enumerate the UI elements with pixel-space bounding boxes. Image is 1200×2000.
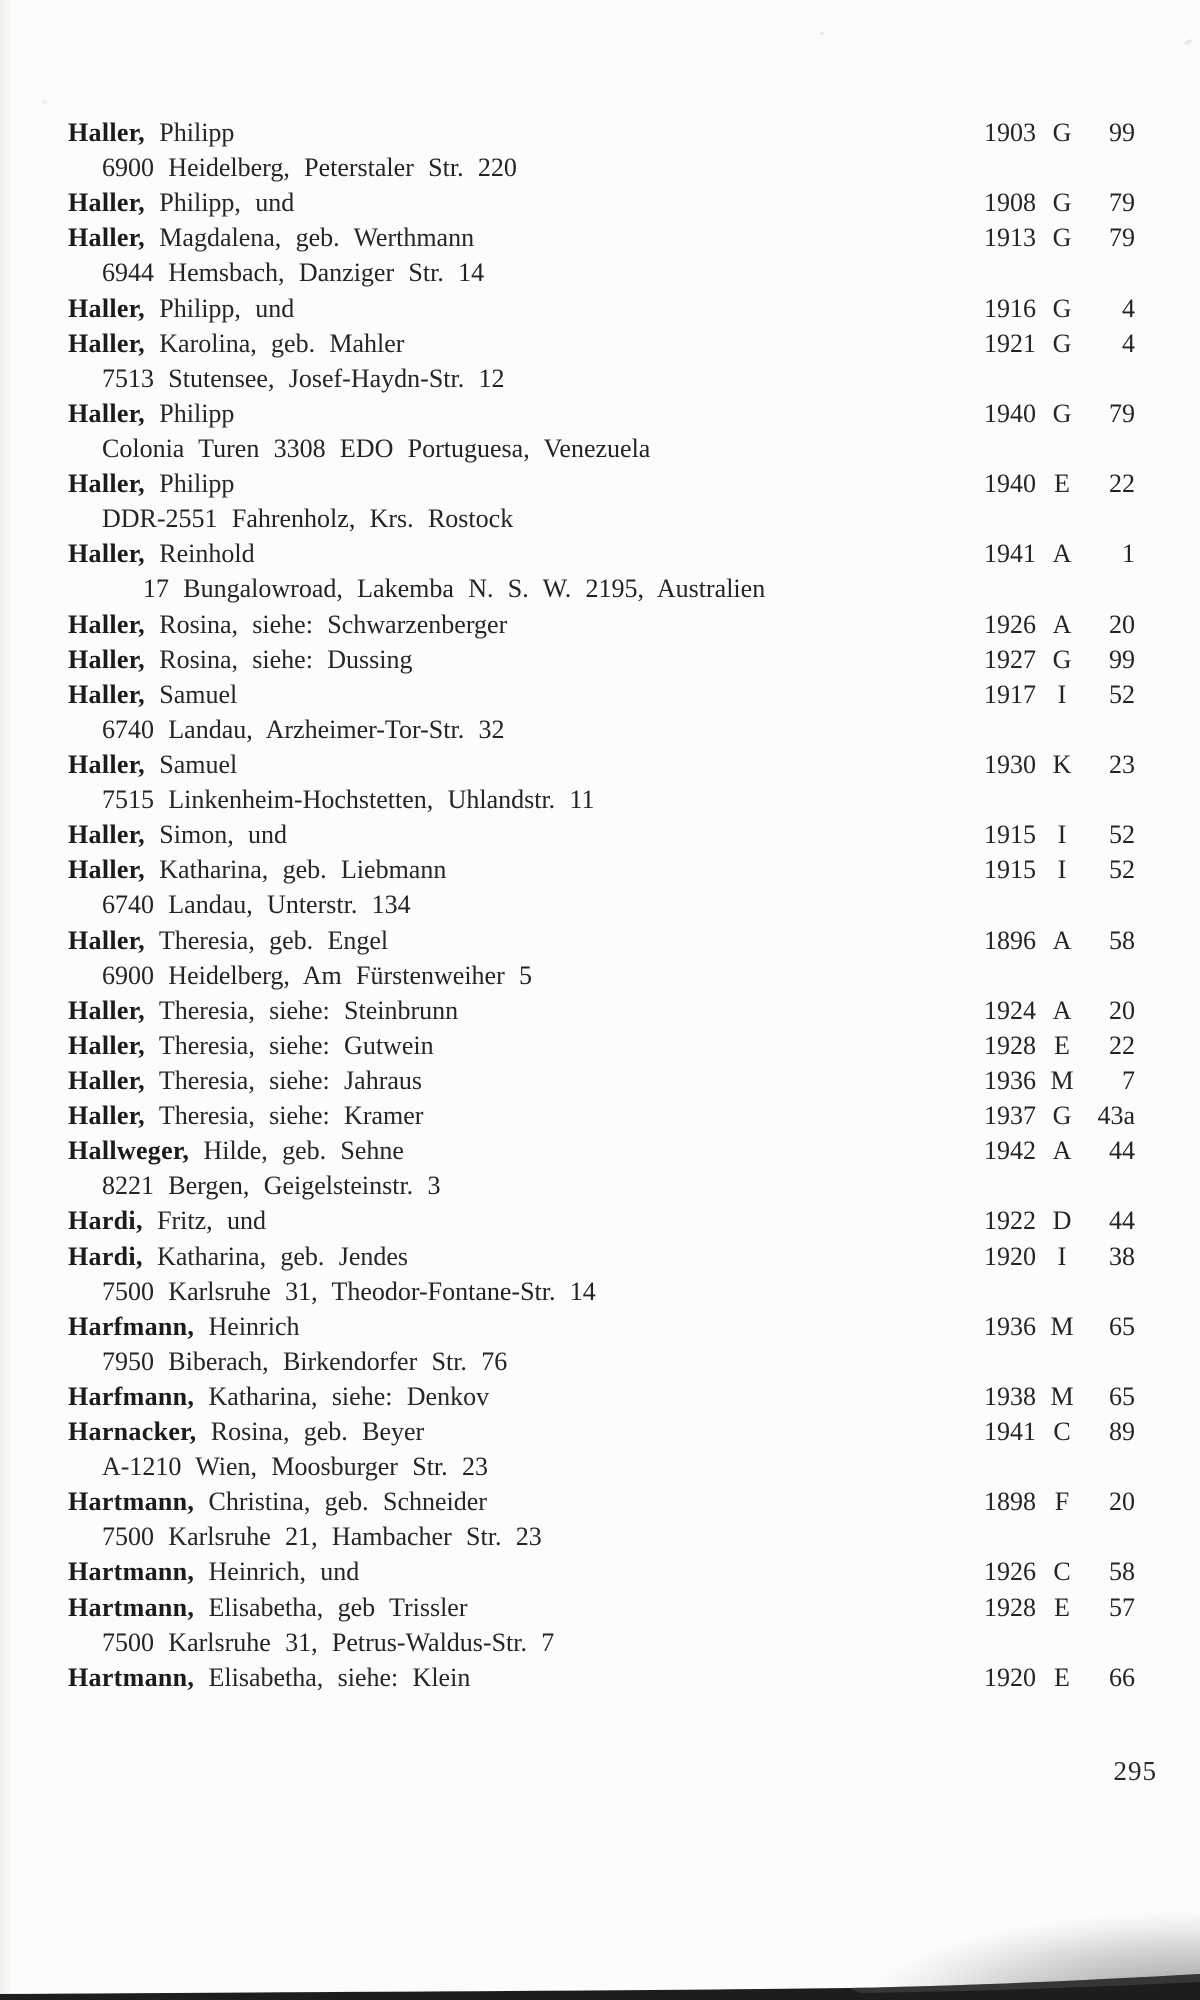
- address-line: DDR-2551 Fahrenholz, Krs. Rostock: [102, 504, 514, 534]
- code-letter: G: [1052, 118, 1072, 147]
- year: 1908: [984, 188, 1036, 218]
- code-letter: I: [1057, 820, 1067, 850]
- year: [958, 150, 1036, 185]
- year: 1937: [984, 1101, 1036, 1131]
- address-row: [0, 712, 1200, 747]
- surname: Hartmann,: [68, 1662, 195, 1692]
- surname: Haller,: [68, 188, 145, 218]
- page-ref-number: 4: [1122, 293, 1135, 323]
- year: 1920: [984, 1662, 1036, 1692]
- given-names: Theresia, siehe: Jahraus: [158, 1065, 423, 1095]
- year: 1915: [984, 820, 1036, 850]
- given-names: Hilde, geb. Sehne: [203, 1136, 404, 1166]
- page-ref-number: 1: [1122, 539, 1135, 569]
- code-letter: F: [1054, 1487, 1070, 1517]
- code-letter: G: [1052, 188, 1072, 218]
- entry-row: [0, 1098, 1200, 1133]
- given-names: Katharina, siehe: Denkov: [208, 1381, 490, 1411]
- page-ref-number: [1088, 1344, 1135, 1379]
- entry-row: [0, 1028, 1200, 1063]
- surname: Haller,: [68, 925, 145, 955]
- scan-speck: [1184, 38, 1194, 45]
- address-line: 7500 Karlsruhe 31, Petrus-Waldus-Str. 7: [102, 1627, 555, 1657]
- entry-row: [0, 1239, 1200, 1274]
- year: 1936: [984, 1311, 1036, 1341]
- entry-row: [0, 993, 1200, 1028]
- year: [958, 712, 1036, 747]
- given-names: Philipp, und: [159, 293, 295, 323]
- page-ref-number: 52: [1109, 855, 1135, 885]
- person-name: [0, 1414, 958, 1449]
- code-letter: [1036, 958, 1088, 993]
- page-ref-number: 43a: [1097, 1101, 1135, 1131]
- given-names: Theresia, siehe: Kramer: [158, 1101, 424, 1131]
- surname: Haller,: [68, 469, 145, 499]
- person-name: [0, 747, 958, 782]
- entry-row: [0, 642, 1200, 677]
- year: 1913: [984, 223, 1036, 253]
- address-line: 6900 Heidelberg, Am Fürstenweiher 5: [102, 960, 533, 990]
- address-line: 8221 Bergen, Geigelsteinstr. 3: [102, 1171, 441, 1201]
- given-names: Samuel: [159, 749, 238, 779]
- surname: Haller,: [68, 539, 145, 569]
- person-name: [0, 1554, 958, 1589]
- surname: Hardi,: [68, 1241, 143, 1271]
- surname: Haller,: [68, 644, 145, 674]
- entry-row: [0, 1414, 1200, 1449]
- person-name: [0, 1203, 958, 1238]
- person-name: [0, 1028, 958, 1063]
- code-letter: [1036, 782, 1088, 817]
- page-ref-number: 22: [1109, 1030, 1135, 1060]
- given-names: Philipp: [159, 398, 235, 428]
- given-names: Elisabetha, siehe: Klein: [208, 1662, 471, 1692]
- entry-row: [0, 1063, 1200, 1098]
- page-ref-number: 66: [1109, 1662, 1135, 1692]
- page-ref-number: 23: [1109, 749, 1135, 779]
- scan-speck: [820, 32, 824, 35]
- code-letter: [1036, 361, 1088, 396]
- code-letter: [1036, 1519, 1088, 1554]
- year: 1927: [984, 644, 1036, 674]
- person-name: [0, 466, 958, 501]
- year: 1924: [984, 995, 1036, 1025]
- year: 1936: [984, 1065, 1036, 1095]
- code-letter: A: [1052, 995, 1072, 1025]
- entry-row: [0, 1133, 1200, 1168]
- year: [958, 361, 1036, 396]
- person-name: [0, 1484, 958, 1519]
- code-letter: A: [1052, 539, 1072, 569]
- address-line: 17 Bungalowroad, Lakemba N. S. W. 2195, Australien: [143, 574, 766, 604]
- year: 1922: [984, 1206, 1036, 1236]
- page-ref-number: [1088, 255, 1135, 290]
- entry-row: [0, 1590, 1200, 1625]
- code-letter: [1036, 431, 1088, 466]
- year: 1926: [984, 1557, 1036, 1587]
- given-names: Heinrich, und: [208, 1557, 360, 1587]
- person-name: [0, 1309, 958, 1344]
- surname: Hartmann,: [68, 1592, 195, 1622]
- page-ref-number: 20: [1109, 609, 1135, 639]
- page-ref-number: [1088, 782, 1135, 817]
- page-ref-number: 89: [1109, 1417, 1135, 1447]
- year: 1941: [984, 1417, 1036, 1447]
- year: 1928: [984, 1030, 1036, 1060]
- year: [958, 255, 1036, 290]
- page-ref-number: [1088, 571, 1135, 606]
- surname: Haller,: [68, 679, 145, 709]
- entry-row: [0, 536, 1200, 571]
- entry-row: [0, 291, 1200, 326]
- year: 1916: [984, 293, 1036, 323]
- address-line: 7515 Linkenheim-Hochstetten, Uhlandstr. 11: [102, 785, 595, 815]
- year: [958, 1449, 1036, 1484]
- address-row: [0, 1344, 1200, 1379]
- given-names: Theresia, geb. Engel: [158, 925, 389, 955]
- code-letter: [1036, 571, 1088, 606]
- entry-row: [0, 852, 1200, 887]
- surname: Haller,: [68, 1101, 145, 1131]
- person-name: [0, 1133, 958, 1168]
- entry-row: [0, 1203, 1200, 1238]
- code-letter: K: [1052, 749, 1072, 779]
- year: 1930: [984, 749, 1036, 779]
- page-ref-number: 52: [1109, 679, 1135, 709]
- person-name: [0, 817, 958, 852]
- entry-row: [0, 396, 1200, 431]
- person-name: [0, 923, 958, 958]
- entry-row: [0, 607, 1200, 642]
- entry-row: [0, 1379, 1200, 1414]
- scan-speck: [42, 100, 47, 104]
- code-letter: [1036, 255, 1088, 290]
- code-letter: C: [1053, 1557, 1071, 1587]
- year: [958, 1625, 1036, 1660]
- year: [958, 782, 1036, 817]
- year: 1915: [984, 855, 1036, 885]
- year: 1896: [984, 925, 1036, 955]
- page-ref-number: [1088, 1168, 1135, 1203]
- person-name: [0, 607, 958, 642]
- surname: Haller,: [68, 328, 145, 358]
- surname: Haller,: [68, 223, 145, 253]
- given-names: Philipp: [159, 469, 235, 499]
- year: [958, 958, 1036, 993]
- code-letter: [1036, 1625, 1088, 1660]
- year: [958, 501, 1036, 536]
- entry-row: [0, 1554, 1200, 1589]
- address-row: [0, 1274, 1200, 1309]
- page-ref-number: 79: [1109, 188, 1135, 218]
- year: 1941: [984, 539, 1036, 569]
- code-letter: [1036, 1344, 1088, 1379]
- year: 1903: [984, 118, 1036, 147]
- page-ref-number: 79: [1109, 223, 1135, 253]
- page-ref-number: 65: [1109, 1381, 1135, 1411]
- page-ref-number: 4: [1122, 328, 1135, 358]
- code-letter: G: [1052, 398, 1072, 428]
- page-ref-number: [1088, 1519, 1135, 1554]
- code-letter: E: [1054, 469, 1070, 499]
- code-letter: M: [1050, 1311, 1074, 1341]
- page-ref-number: 44: [1109, 1136, 1135, 1166]
- entry-row: [0, 185, 1200, 220]
- page-ref-number: [1088, 431, 1135, 466]
- person-name: [0, 396, 958, 431]
- surname: Haller,: [68, 749, 145, 779]
- entry-row: [0, 677, 1200, 712]
- page-ref-number: 79: [1109, 398, 1135, 428]
- surname: Haller,: [68, 398, 145, 428]
- person-name: [0, 1239, 958, 1274]
- code-letter: I: [1057, 679, 1067, 709]
- year: 1917: [984, 679, 1036, 709]
- address-line: 6740 Landau, Arzheimer-Tor-Str. 32: [102, 714, 505, 744]
- scan-bottom-edge: [0, 1968, 1200, 2000]
- entry-row: [0, 817, 1200, 852]
- code-letter: [1036, 1168, 1088, 1203]
- surname: Haller,: [68, 995, 145, 1025]
- surname: Haller,: [68, 1065, 145, 1095]
- address-row: [0, 887, 1200, 922]
- person-name: [0, 291, 958, 326]
- entry-row: [0, 1484, 1200, 1519]
- person-name: [0, 1379, 958, 1414]
- page-ref-number: 65: [1109, 1311, 1135, 1341]
- page-ref-number: 58: [1109, 1557, 1135, 1587]
- given-names: Theresia, siehe: Steinbrunn: [158, 995, 459, 1025]
- person-name: [0, 993, 958, 1028]
- surname: Hallweger,: [68, 1136, 190, 1166]
- code-letter: G: [1052, 223, 1072, 253]
- code-letter: D: [1052, 1206, 1072, 1236]
- person-name: [0, 326, 958, 361]
- address-line: 7500 Karlsruhe 21, Hambacher Str. 23: [102, 1522, 542, 1552]
- directory-list: [0, 115, 1200, 1695]
- year: [958, 1344, 1036, 1379]
- year: [958, 431, 1036, 466]
- person-name: [0, 220, 958, 255]
- given-names: Katharina, geb. Liebmann: [159, 855, 447, 885]
- given-names: Theresia, siehe: Gutwein: [158, 1030, 434, 1060]
- address-line: 6900 Heidelberg, Peterstaler Str. 220: [102, 153, 517, 183]
- year: 1942: [984, 1136, 1036, 1166]
- surname: Haller,: [68, 1030, 145, 1060]
- surname: Haller,: [68, 820, 145, 850]
- page-ref-number: 57: [1109, 1592, 1135, 1622]
- person-name: [0, 1660, 958, 1695]
- code-letter: M: [1050, 1065, 1074, 1095]
- page-ref-number: [1088, 1274, 1135, 1309]
- year: [958, 571, 1036, 606]
- address-row: [0, 1168, 1200, 1203]
- page-ref-number: 52: [1109, 820, 1135, 850]
- year: 1940: [984, 469, 1036, 499]
- given-names: Karolina, geb. Mahler: [159, 328, 405, 358]
- year: 1940: [984, 398, 1036, 428]
- given-names: Elisabetha, geb Trissler: [208, 1592, 468, 1622]
- code-letter: E: [1054, 1592, 1070, 1622]
- given-names: Fritz, und: [157, 1206, 266, 1236]
- person-name: [0, 536, 958, 571]
- page-ref-number: [1088, 361, 1135, 396]
- person-name: [0, 677, 958, 712]
- surname: Harnacker,: [68, 1417, 197, 1447]
- entry-row: [0, 1309, 1200, 1344]
- address-row: [0, 571, 1200, 606]
- page-ref-number: [1088, 150, 1135, 185]
- address-line: 7950 Biberach, Birkendorfer Str. 76: [102, 1346, 508, 1376]
- year: [958, 1519, 1036, 1554]
- page-ref-number: 99: [1109, 644, 1135, 674]
- given-names: Rosina, geb. Beyer: [210, 1417, 425, 1447]
- surname: Hartmann,: [68, 1487, 195, 1517]
- address-row: [0, 255, 1200, 290]
- page-ref-number: 7: [1122, 1065, 1135, 1095]
- page-ref-number: 20: [1109, 995, 1135, 1025]
- year: 1938: [984, 1381, 1036, 1411]
- address-line: 6740 Landau, Unterstr. 134: [102, 890, 411, 920]
- address-row: [0, 1519, 1200, 1554]
- page-ref-number: [1088, 958, 1135, 993]
- address-line: Colonia Turen 3308 EDO Portuguesa, Venezuela: [102, 433, 651, 463]
- surname: Hardi,: [68, 1206, 143, 1236]
- page-ref-number: 44: [1109, 1206, 1135, 1236]
- surname: Haller,: [68, 118, 145, 147]
- surname: Haller,: [68, 855, 145, 885]
- given-names: Simon, und: [159, 820, 287, 850]
- entry-row: [0, 220, 1200, 255]
- entry-row: [0, 466, 1200, 501]
- given-names: Heinrich: [208, 1311, 300, 1341]
- page-ref-number: 38: [1109, 1241, 1135, 1271]
- year: 1926: [984, 609, 1036, 639]
- given-names: Rosina, siehe: Dussing: [159, 644, 413, 674]
- address-row: [0, 431, 1200, 466]
- address-line: 7500 Karlsruhe 31, Theodor-Fontane-Str. 14: [102, 1276, 596, 1306]
- year: [958, 887, 1036, 922]
- given-names: Reinhold: [159, 539, 255, 569]
- page-ref-number: 20: [1109, 1487, 1135, 1517]
- code-letter: E: [1054, 1662, 1070, 1692]
- code-letter: A: [1052, 1136, 1072, 1166]
- person-name: [0, 852, 958, 887]
- entry-row: [0, 747, 1200, 782]
- surname: Harfmann,: [68, 1381, 195, 1411]
- code-letter: [1036, 712, 1088, 747]
- page-ref-number: 22: [1109, 469, 1135, 499]
- page-ref-number: [1088, 887, 1135, 922]
- person-name: [0, 1098, 958, 1133]
- year: [958, 1168, 1036, 1203]
- code-letter: G: [1052, 328, 1072, 358]
- page-ref-number: 99: [1109, 118, 1135, 147]
- entry-row: [0, 1660, 1200, 1695]
- given-names: Philipp: [159, 118, 235, 147]
- given-names: Samuel: [159, 679, 238, 709]
- given-names: Philipp, und: [159, 188, 295, 218]
- page-ref-number: 58: [1109, 925, 1135, 955]
- code-letter: [1036, 1449, 1088, 1484]
- page-ref-number: [1088, 712, 1135, 747]
- code-letter: A: [1052, 925, 1072, 955]
- page-number: 295: [1113, 1756, 1157, 1786]
- entry-row: [0, 115, 1200, 150]
- year: 1898: [984, 1487, 1036, 1517]
- page-ref-number: [1088, 1449, 1135, 1484]
- surname: Haller,: [68, 609, 145, 639]
- address-row: [0, 782, 1200, 817]
- surname: Haller,: [68, 293, 145, 323]
- code-letter: [1036, 150, 1088, 185]
- address-line: 6944 Hemsbach, Danziger Str. 14: [102, 258, 485, 288]
- code-letter: G: [1052, 293, 1072, 323]
- page-ref-number: [1088, 501, 1135, 536]
- address-row: [0, 501, 1200, 536]
- address-row: [0, 150, 1200, 185]
- person-name: [0, 185, 958, 220]
- code-letter: I: [1057, 1241, 1067, 1271]
- entry-row: [0, 923, 1200, 958]
- page-ref-number: [1088, 1625, 1135, 1660]
- code-letter: [1036, 1274, 1088, 1309]
- given-names: Katharina, geb. Jendes: [157, 1241, 409, 1271]
- surname: Harfmann,: [68, 1311, 195, 1341]
- address-row: [0, 958, 1200, 993]
- code-letter: G: [1052, 1101, 1072, 1131]
- code-letter: I: [1057, 855, 1067, 885]
- address-line: A-1210 Wien, Moosburger Str. 23: [102, 1452, 488, 1482]
- year: [958, 1274, 1036, 1309]
- person-name: [0, 1063, 958, 1098]
- address-row: [0, 1625, 1200, 1660]
- given-names: Christina, geb. Schneider: [208, 1487, 487, 1517]
- year: 1921: [984, 328, 1036, 358]
- year: 1928: [984, 1592, 1036, 1622]
- code-letter: M: [1050, 1381, 1074, 1411]
- given-names: Magdalena, geb. Werthmann: [159, 223, 475, 253]
- surname: Hartmann,: [68, 1557, 195, 1587]
- code-letter: E: [1054, 1030, 1070, 1060]
- person-name: [0, 1590, 958, 1625]
- address-line: 7513 Stutensee, Josef-Haydn-Str. 12: [102, 363, 505, 393]
- address-row: [0, 1449, 1200, 1484]
- code-letter: C: [1053, 1417, 1071, 1447]
- address-row: [0, 361, 1200, 396]
- code-letter: A: [1052, 609, 1072, 639]
- entry-row: [0, 326, 1200, 361]
- code-letter: [1036, 501, 1088, 536]
- code-letter: G: [1052, 644, 1072, 674]
- year: 1920: [984, 1241, 1036, 1271]
- given-names: Rosina, siehe: Schwarzenberger: [159, 609, 508, 639]
- code-letter: [1036, 887, 1088, 922]
- person-name: [0, 642, 958, 677]
- person-name: [0, 115, 958, 150]
